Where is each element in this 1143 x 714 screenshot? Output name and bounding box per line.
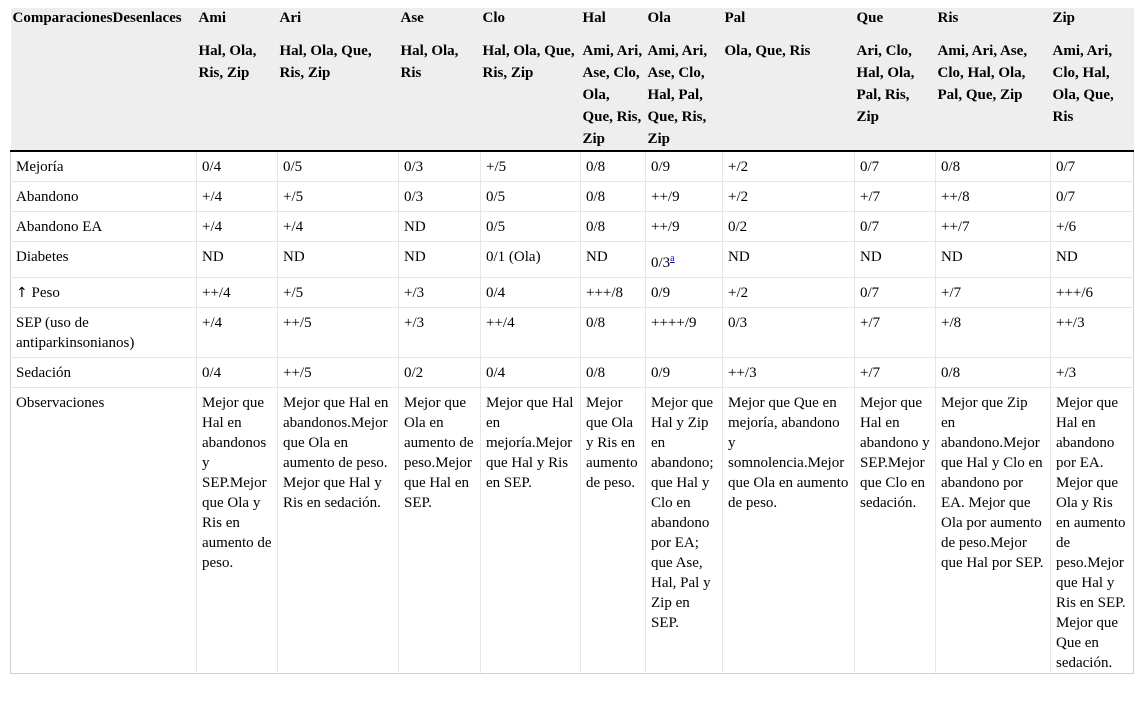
table-cell: Mejor que Zip en abandono.Mejor que Hal y Clo en abandono por EA. Mejor que Ola por aumento de peso.Mejor que Hal por SEP.	[936, 388, 1051, 674]
table-cell: 0/9	[646, 358, 723, 388]
table-cell: 0/5	[278, 151, 399, 182]
table-cell: ++/9	[646, 212, 723, 242]
table-cell: ND	[399, 242, 481, 278]
table-cell: +++/6	[1051, 278, 1134, 308]
table-cell: ++/8	[936, 182, 1051, 212]
row-label: Observaciones	[11, 388, 197, 674]
header-desenlaces: Desenlaces	[112, 10, 182, 26]
col-header-name: Ami	[198, 10, 226, 26]
row-abandono	[11, 182, 1134, 212]
table-cell: ++/4	[481, 308, 581, 358]
table-cell: 0/3	[723, 308, 855, 358]
row-label: Sedación	[11, 358, 197, 388]
col-header-que	[855, 8, 936, 151]
table-cell: Mejor que Ola y Ris en aumento de peso.	[581, 388, 646, 674]
table-cell: 0/7	[855, 151, 936, 182]
col-header-ami	[197, 8, 278, 151]
table-cell: 0/3	[399, 151, 481, 182]
table-cell: +/2	[723, 151, 855, 182]
table-cell: 0/1 (Ola)	[481, 242, 581, 278]
table-cell: 0/8	[581, 358, 646, 388]
row-label: Mejoría	[11, 151, 197, 182]
col-header-list: Ami, Ari, Ase, Clo, Ola, Que, Ris, Zip	[582, 43, 643, 147]
table-cell: +/7	[855, 182, 936, 212]
table-cell: 0/8	[581, 182, 646, 212]
col-header-list: Hal, Ola, Que, Ris, Zip	[279, 43, 372, 81]
col-header-name: Ari	[279, 10, 302, 26]
table-cell: 0/7	[855, 278, 936, 308]
col-header-name: Clo	[482, 10, 505, 26]
table-cell: ++++/9	[646, 308, 723, 358]
table-cell: Mejor que Hal en abandonos y SEP.Mejor que Ola y Ris en aumento de peso.	[197, 388, 278, 674]
table-cell: 0/7	[1051, 182, 1134, 212]
table-cell: Mejor que Hal en abandono y SEP.Mejor que Clo en sedación.	[855, 388, 936, 674]
footnote-marker	[670, 250, 674, 264]
table-cell: +/3	[1051, 358, 1134, 388]
table-cell: ND	[855, 242, 936, 278]
table-cell: ND	[278, 242, 399, 278]
comparison-table	[10, 8, 1134, 674]
row-sedacion	[11, 358, 1134, 388]
table-cell: 0/5	[481, 212, 581, 242]
col-header-ris	[936, 8, 1051, 151]
col-header-list: Ami, Ari, Clo, Hal, Ola, Que, Ris	[1052, 43, 1114, 125]
table-cell: 0/9	[646, 151, 723, 182]
col-header-list: Ami, Ari, Ase, Clo, Hal, Ola, Pal, Que, Zip	[937, 43, 1028, 103]
table-cell: Mejor que Hal en mejoría.Mejor que Hal y Ris en SEP.	[481, 388, 581, 674]
col-header-ari	[278, 8, 399, 151]
table-cell: 0/7	[1051, 151, 1134, 182]
table-cell: ++/4	[197, 278, 278, 308]
row-diabetes	[11, 242, 1134, 278]
col-header-name: Que	[856, 10, 884, 26]
col-header-zip	[1051, 8, 1134, 151]
table-cell: +/7	[936, 278, 1051, 308]
table-cell: 0/8	[581, 151, 646, 182]
table-cell: 0/3	[399, 182, 481, 212]
table-cell: 0/2	[723, 212, 855, 242]
header-comparaciones-desenlaces	[11, 8, 197, 151]
col-header-hal	[581, 8, 646, 151]
col-header-pal	[723, 8, 855, 151]
col-header-name: Pal	[724, 10, 746, 26]
col-header-clo	[481, 8, 581, 151]
row-label-text: Peso	[31, 285, 60, 301]
table-cell: ND	[1051, 242, 1134, 278]
col-header-list: Hal, Ola, Ris	[400, 43, 459, 81]
table-cell: 0/5	[481, 182, 581, 212]
table-cell: ++/9	[646, 182, 723, 212]
row-sep	[11, 308, 1134, 358]
table-cell: +/6	[1051, 212, 1134, 242]
table-cell: +/4	[197, 212, 278, 242]
col-header-list: Ami, Ari, Ase, Clo, Hal, Pal, Que, Ris, Zip	[647, 43, 708, 147]
table-cell: 0/4	[197, 358, 278, 388]
table-cell: +/5	[481, 151, 581, 182]
table-cell: Mejor que Hal en abandonos.Mejor que Ola en aumento de peso. Mejor que Hal y Ris en sedación.	[278, 388, 399, 674]
table-cell: ND	[723, 242, 855, 278]
table-cell: Mejor que Hal en abandono por EA. Mejor que Ola y Ris en aumento de peso.Mejor que Hal y Ris en SEP. Mejor que Que en sedación.	[1051, 388, 1134, 674]
col-header-list: Hal, Ola, Que, Ris, Zip	[482, 43, 575, 81]
footnote-link[interactable]: a	[670, 253, 675, 264]
table-cell: +/3	[399, 278, 481, 308]
table-cell: ++/7	[936, 212, 1051, 242]
table-cell: +/7	[855, 358, 936, 388]
row-label: Diabetes	[11, 242, 197, 278]
table-cell: +/3	[399, 308, 481, 358]
table-cell: +/5	[278, 182, 399, 212]
row-label: Abandono	[11, 182, 197, 212]
table-cell: ++/3	[723, 358, 855, 388]
table-cell	[646, 242, 723, 278]
col-header-name: Zip	[1052, 10, 1076, 26]
table-cell: 0/4	[481, 358, 581, 388]
table-cell: 0/8	[936, 358, 1051, 388]
col-header-list: Hal, Ola, Ris, Zip	[198, 43, 257, 81]
row-observaciones	[11, 388, 1134, 674]
table-cell: +/4	[197, 308, 278, 358]
col-header-name: Ola	[647, 10, 671, 26]
table-cell: 0/2	[399, 358, 481, 388]
table-cell: Mejor que Hal y Zip en abandono; que Hal y Clo en abandono por EA; que Ase, Hal, Pal y Zip en SEP.	[646, 388, 723, 674]
table-cell: +/8	[936, 308, 1051, 358]
table-cell: ND	[399, 212, 481, 242]
table-cell: +/4	[278, 212, 399, 242]
row-label: SEP (uso de antiparkinsonianos)	[11, 308, 197, 358]
table-cell: 0/4	[481, 278, 581, 308]
table-cell: +/2	[723, 278, 855, 308]
row-mejoria	[11, 151, 1134, 182]
table-cell: ++/3	[1051, 308, 1134, 358]
col-header-list: Ari, Clo, Hal, Ola, Pal, Ris, Zip	[856, 43, 915, 125]
col-header-ola	[646, 8, 723, 151]
col-header-ase	[399, 8, 481, 151]
table-cell: +/5	[278, 278, 399, 308]
table-cell: Mejor que Ola en aumento de peso.Mejor que Hal en SEP.	[399, 388, 481, 674]
row-label: Abandono EA	[11, 212, 197, 242]
table-cell: ++/5	[278, 308, 399, 358]
table-cell: 0/8	[936, 151, 1051, 182]
table-cell: 0/8	[581, 308, 646, 358]
arrow-up-icon: ↑	[16, 285, 28, 301]
header-comparaciones: Comparaciones	[12, 10, 113, 26]
row-abandono-ea	[11, 212, 1134, 242]
row-label	[11, 278, 197, 308]
table-cell: 0/4	[197, 151, 278, 182]
table-cell: 0/8	[581, 212, 646, 242]
col-header-name: Ris	[937, 10, 959, 26]
table-cell: 0/7	[855, 212, 936, 242]
table-cell: 0/9	[646, 278, 723, 308]
table-cell: +++/8	[581, 278, 646, 308]
row-peso	[11, 278, 1134, 308]
table-cell: ND	[581, 242, 646, 278]
col-header-list: Ola, Que, Ris	[724, 43, 811, 59]
table-cell: ND	[197, 242, 278, 278]
header-row	[11, 8, 1134, 151]
col-header-name: Ase	[400, 10, 424, 26]
table-cell: Mejor que Que en mejoría, abandono y somnolencia.Mejor que Ola en aumento de peso.	[723, 388, 855, 674]
col-header-name: Hal	[582, 10, 606, 26]
table-cell: ++/5	[278, 358, 399, 388]
table-cell: ND	[936, 242, 1051, 278]
table-cell: +/7	[855, 308, 936, 358]
table-cell: +/2	[723, 182, 855, 212]
table-cell: +/4	[197, 182, 278, 212]
cell-value: 0/3	[651, 255, 671, 271]
